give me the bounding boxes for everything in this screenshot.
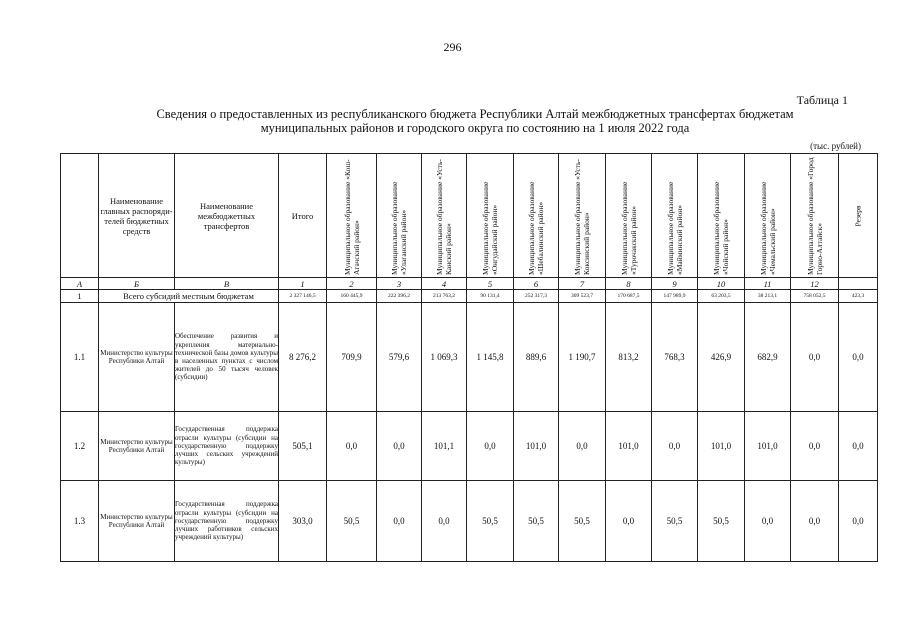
row-value: 0,0: [377, 412, 422, 481]
total-value: 2 327 146,5: [279, 290, 327, 303]
row-value: 0,0: [791, 412, 839, 481]
header-row: [61, 154, 878, 278]
row-value: 1 190,7: [559, 303, 606, 412]
column-index: 10: [698, 278, 745, 290]
total-value: 213 763,2: [422, 290, 467, 303]
header-muni-5: Муниципальное образование «Шебалинский район»: [514, 154, 559, 278]
row-value: 682,9: [745, 303, 791, 412]
column-index: 2: [327, 278, 377, 290]
column-index: Б: [99, 278, 175, 290]
title-line-2: муниципальных районов и городского округа по состоянию на 1 июля 2022 года: [260, 121, 690, 135]
header-total: Итого: [279, 154, 327, 278]
total-value: 90 131,4: [467, 290, 514, 303]
row-transfer: Обеспечение развития и укрепления материально-технической базы домов культуры в населенных пунктах с числом жителей до 50 тысяч человек (субсидии): [175, 303, 279, 412]
header-admin: Наименование главных распоряди-телей бюджетных средств: [99, 154, 175, 278]
header-muni-10: Муниципальное образование «Чемальский район»: [745, 154, 791, 278]
column-index: А: [61, 278, 99, 290]
header-reserve: Резерв: [839, 154, 878, 278]
header-muni-4: Муниципальное образование «Онгудайский район»: [467, 154, 514, 278]
document-title: [120, 107, 830, 135]
total-row-number: 1: [61, 290, 99, 303]
row-value: 0,0: [839, 481, 878, 562]
row-value: 0,0: [652, 412, 698, 481]
row-value: 579,6: [377, 303, 422, 412]
title-line-1: Сведения о предоставленных из республиканского бюджета Республики Алтай межбюджетных трансфертах бюджетам: [156, 107, 794, 121]
header-muni-11: Муниципальное образование «Город Горно-Алтайск»: [791, 154, 839, 278]
row-value: 101,0: [606, 412, 652, 481]
header-muni-9: Муниципальное образование «Чойский район»: [698, 154, 745, 278]
row-value: 505,1: [279, 412, 327, 481]
row-number: 1.3: [61, 481, 99, 562]
row-value: 0,0: [839, 412, 878, 481]
header-transfer: Наименование межбюджетных трансфертов: [175, 154, 279, 278]
row-value: 0,0: [422, 481, 467, 562]
total-row-label: Всего субсидий местным бюджетам: [99, 290, 279, 303]
units-label: (тыс. рублей): [810, 141, 861, 151]
table-label: Таблица 1: [796, 93, 848, 107]
column-index: 3: [377, 278, 422, 290]
page-number: 296: [443, 40, 462, 54]
column-index: [839, 278, 878, 290]
row-value: 709,9: [327, 303, 377, 412]
row-value: 50,5: [467, 481, 514, 562]
transfers-table: [60, 153, 878, 562]
row-value: 1 145,8: [467, 303, 514, 412]
total-value: 222 396,2: [377, 290, 422, 303]
row-value: 50,5: [652, 481, 698, 562]
row-value: 0,0: [327, 412, 377, 481]
row-admin: Министерство культуры Республики Алтай: [99, 303, 175, 412]
row-value: 50,5: [559, 481, 606, 562]
row-value: 0,0: [745, 481, 791, 562]
row-value: 8 276,2: [279, 303, 327, 412]
row-value: 426,9: [698, 303, 745, 412]
row-value: 813,2: [606, 303, 652, 412]
total-value: 758 052,5: [791, 290, 839, 303]
row-admin: Министерство культуры Республики Алтай: [99, 481, 175, 562]
row-value: 50,5: [327, 481, 377, 562]
total-value: 147 989,9: [652, 290, 698, 303]
row-value: 50,5: [698, 481, 745, 562]
row-transfer: Государственная поддержка отрасли культуры (субсидии на государственную поддержку лучших сельских учреждений культуры): [175, 412, 279, 481]
row-value: 0,0: [559, 412, 606, 481]
total-value: 252 317,3: [514, 290, 559, 303]
column-index: 1: [279, 278, 327, 290]
row-value: 303,0: [279, 481, 327, 562]
header-muni-8: Муниципальное образование «Майминский район»: [652, 154, 698, 278]
column-index: 4: [422, 278, 467, 290]
row-value: 50,5: [514, 481, 559, 562]
column-index: 6: [514, 278, 559, 290]
column-index: 12: [791, 278, 839, 290]
header-muni-6: Муниципальное образование «Усть-Коксинский район»: [559, 154, 606, 278]
row-value: 0,0: [791, 303, 839, 412]
column-index: В: [175, 278, 279, 290]
row-transfer: Государственная поддержка отрасли культуры (субсидии на государственную поддержку лучших работников сельских учреждений культуры): [175, 481, 279, 562]
row-value: 0,0: [377, 481, 422, 562]
table-row: [61, 481, 878, 562]
column-index: 7: [559, 278, 606, 290]
row-value: 101,1: [422, 412, 467, 481]
total-value: 160 445,9: [327, 290, 377, 303]
row-value: 0,0: [839, 303, 878, 412]
row-number: 1.2: [61, 412, 99, 481]
row-value: 1 069,3: [422, 303, 467, 412]
header-row-number: [61, 154, 99, 278]
column-index-row: [61, 278, 878, 290]
row-value: 0,0: [467, 412, 514, 481]
row-value: 889,6: [514, 303, 559, 412]
row-number: 1.1: [61, 303, 99, 412]
row-value: 0,0: [606, 481, 652, 562]
total-row: [61, 290, 878, 303]
row-value: 768,3: [652, 303, 698, 412]
row-value: 101,0: [698, 412, 745, 481]
column-index: 9: [652, 278, 698, 290]
total-value: 309 523,7: [559, 290, 606, 303]
row-value: 101,0: [514, 412, 559, 481]
row-admin: Министерство культуры Республики Алтай: [99, 412, 175, 481]
total-value: 423,3: [839, 290, 878, 303]
row-value: 101,0: [745, 412, 791, 481]
header-muni-1: Муниципальное образование «Кош-Агачский район»: [327, 154, 377, 278]
row-value: 0,0: [791, 481, 839, 562]
total-value: 38 213,1: [745, 290, 791, 303]
table-row: [61, 303, 878, 412]
header-muni-3: Муниципальное образование «Усть-Канский район»: [422, 154, 467, 278]
column-index: 11: [745, 278, 791, 290]
column-index: 8: [606, 278, 652, 290]
table-row: [61, 412, 878, 481]
header-muni-7: Муниципальное образование «Турочакский район»: [606, 154, 652, 278]
column-index: 5: [467, 278, 514, 290]
header-muni-2: Муниципальное образование «Улаганский район»: [377, 154, 422, 278]
total-value: 170 687,5: [606, 290, 652, 303]
total-value: 63 203,5: [698, 290, 745, 303]
